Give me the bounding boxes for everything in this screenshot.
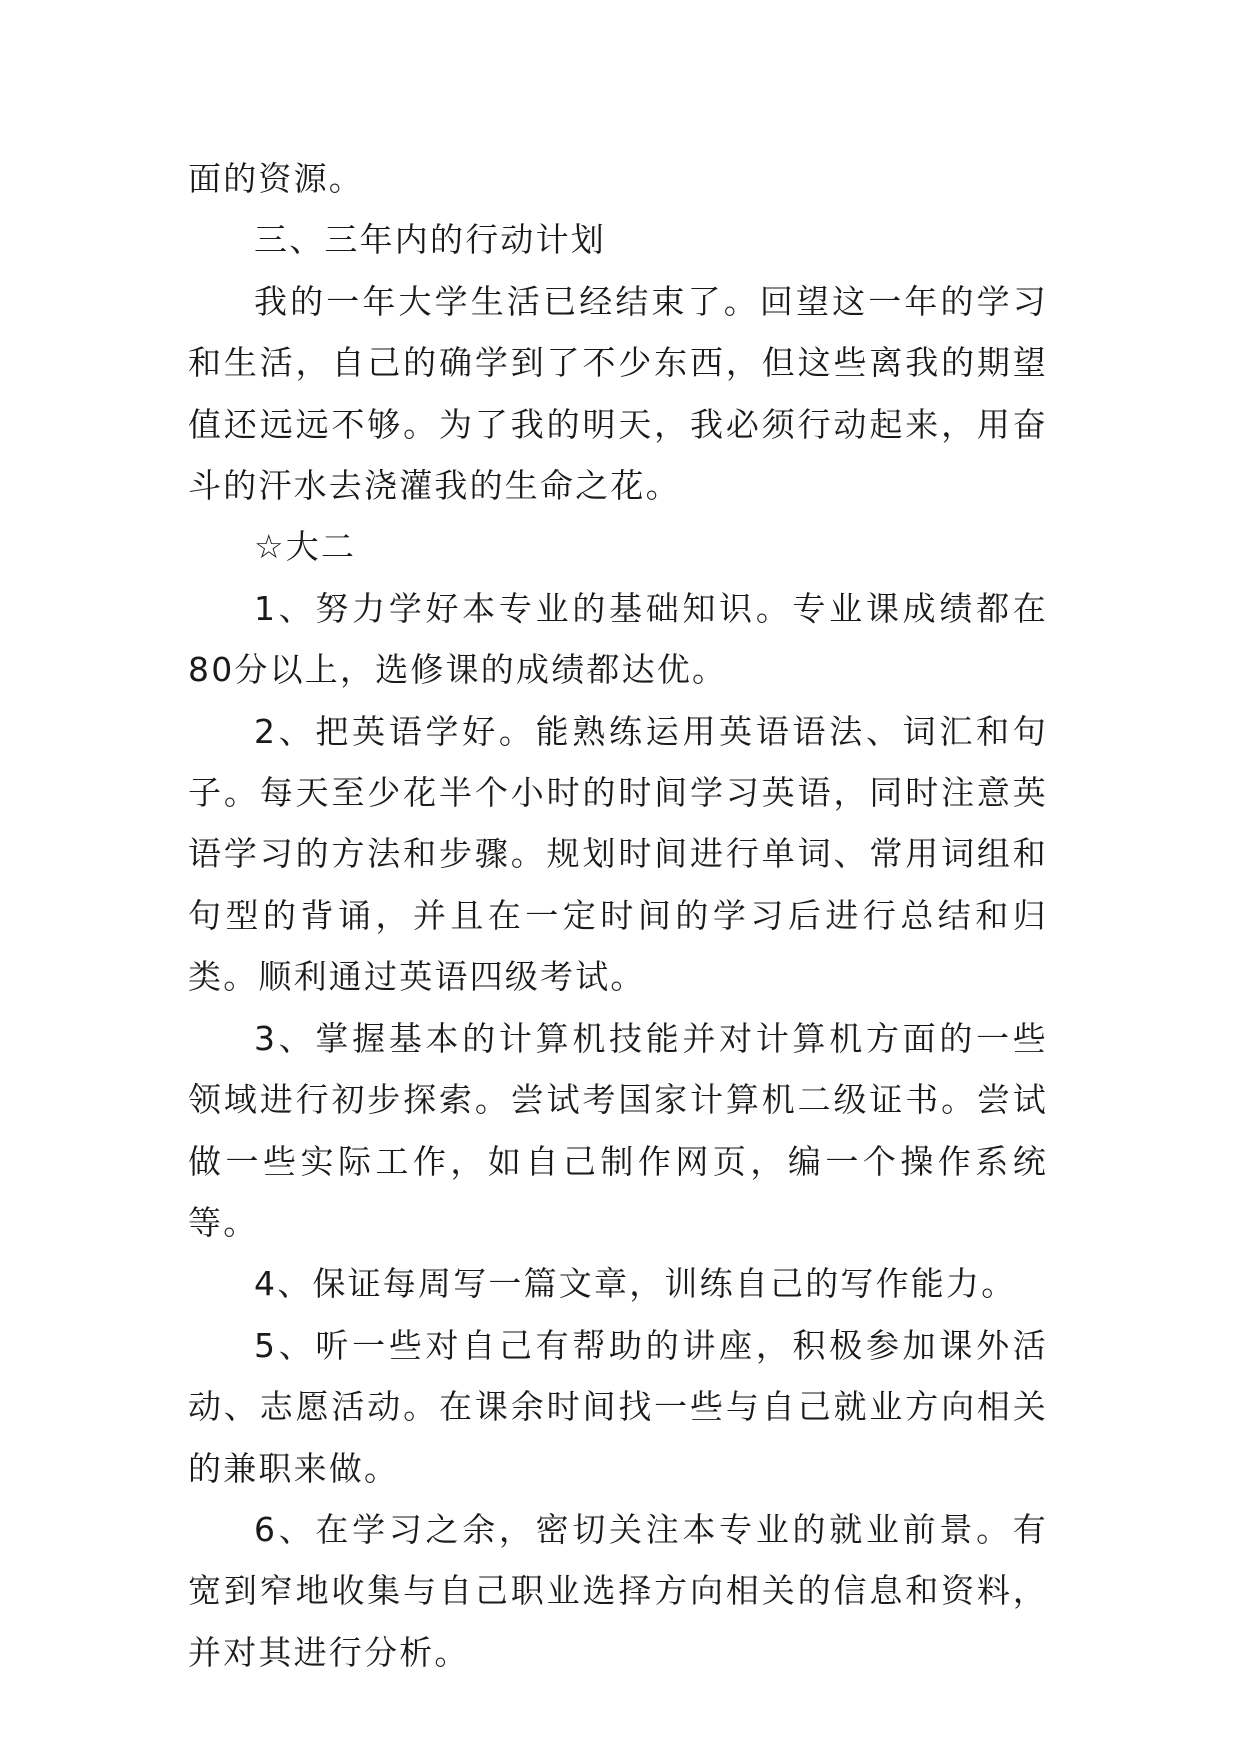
list-item-4: 4、保证每周写一篇文章，训练自己的写作能力。 <box>254 1264 1017 1304</box>
section-heading: 三、三年内的行动计划 <box>254 220 606 260</box>
document-body <box>188 148 1048 1683</box>
paragraph-continuation: 面的资源。 <box>188 159 364 198</box>
list-item-5: 5、听一些对自己有帮助的讲座，积极参加课外活动、志愿活动。在课余时间找一些与自己就业方向相关的兼职来做。 <box>188 1325 1048 1488</box>
list-item-3: 3、掌握基本的计算机技能并对计算机方面的一些领域进行初步探索。尝试考国家计算机二级证书。尝试做一些实际工作，如自己制作网页，编一个操作系统等。 <box>188 1018 1048 1242</box>
list-item-6: 6、在学习之余，密切关注本专业的就业前景。有宽到窄地收集与自己职业选择方向相关的信息和资料，并对其进行分析。 <box>188 1509 1048 1672</box>
subsection-heading: ☆大二 <box>254 527 357 567</box>
paragraph-intro: 我的一年大学生活已经结束了。回望这一年的学习和生活，自己的确学到了不少东西，但这些离我的期望值还远远不够。为了我的明天，我必须行动起来，用奋斗的汗水去浇灌我的生命之花。 <box>188 281 1048 506</box>
list-item-2: 2、把英语学好。能熟练运用英语语法、词汇和句子。每天至少花半个小时的时间学习英语，同时注意英语学习的方法和步骤。规划时间进行单词、常用词组和句型的背诵，并且在一定时间的学习后进行总结和归类。顺利通过英语四级考试。 <box>188 711 1048 997</box>
list-item-1: 1、努力学好本专业的基础知识。专业课成绩都在80分以上，选修课的成绩都达优。 <box>188 588 1048 690</box>
